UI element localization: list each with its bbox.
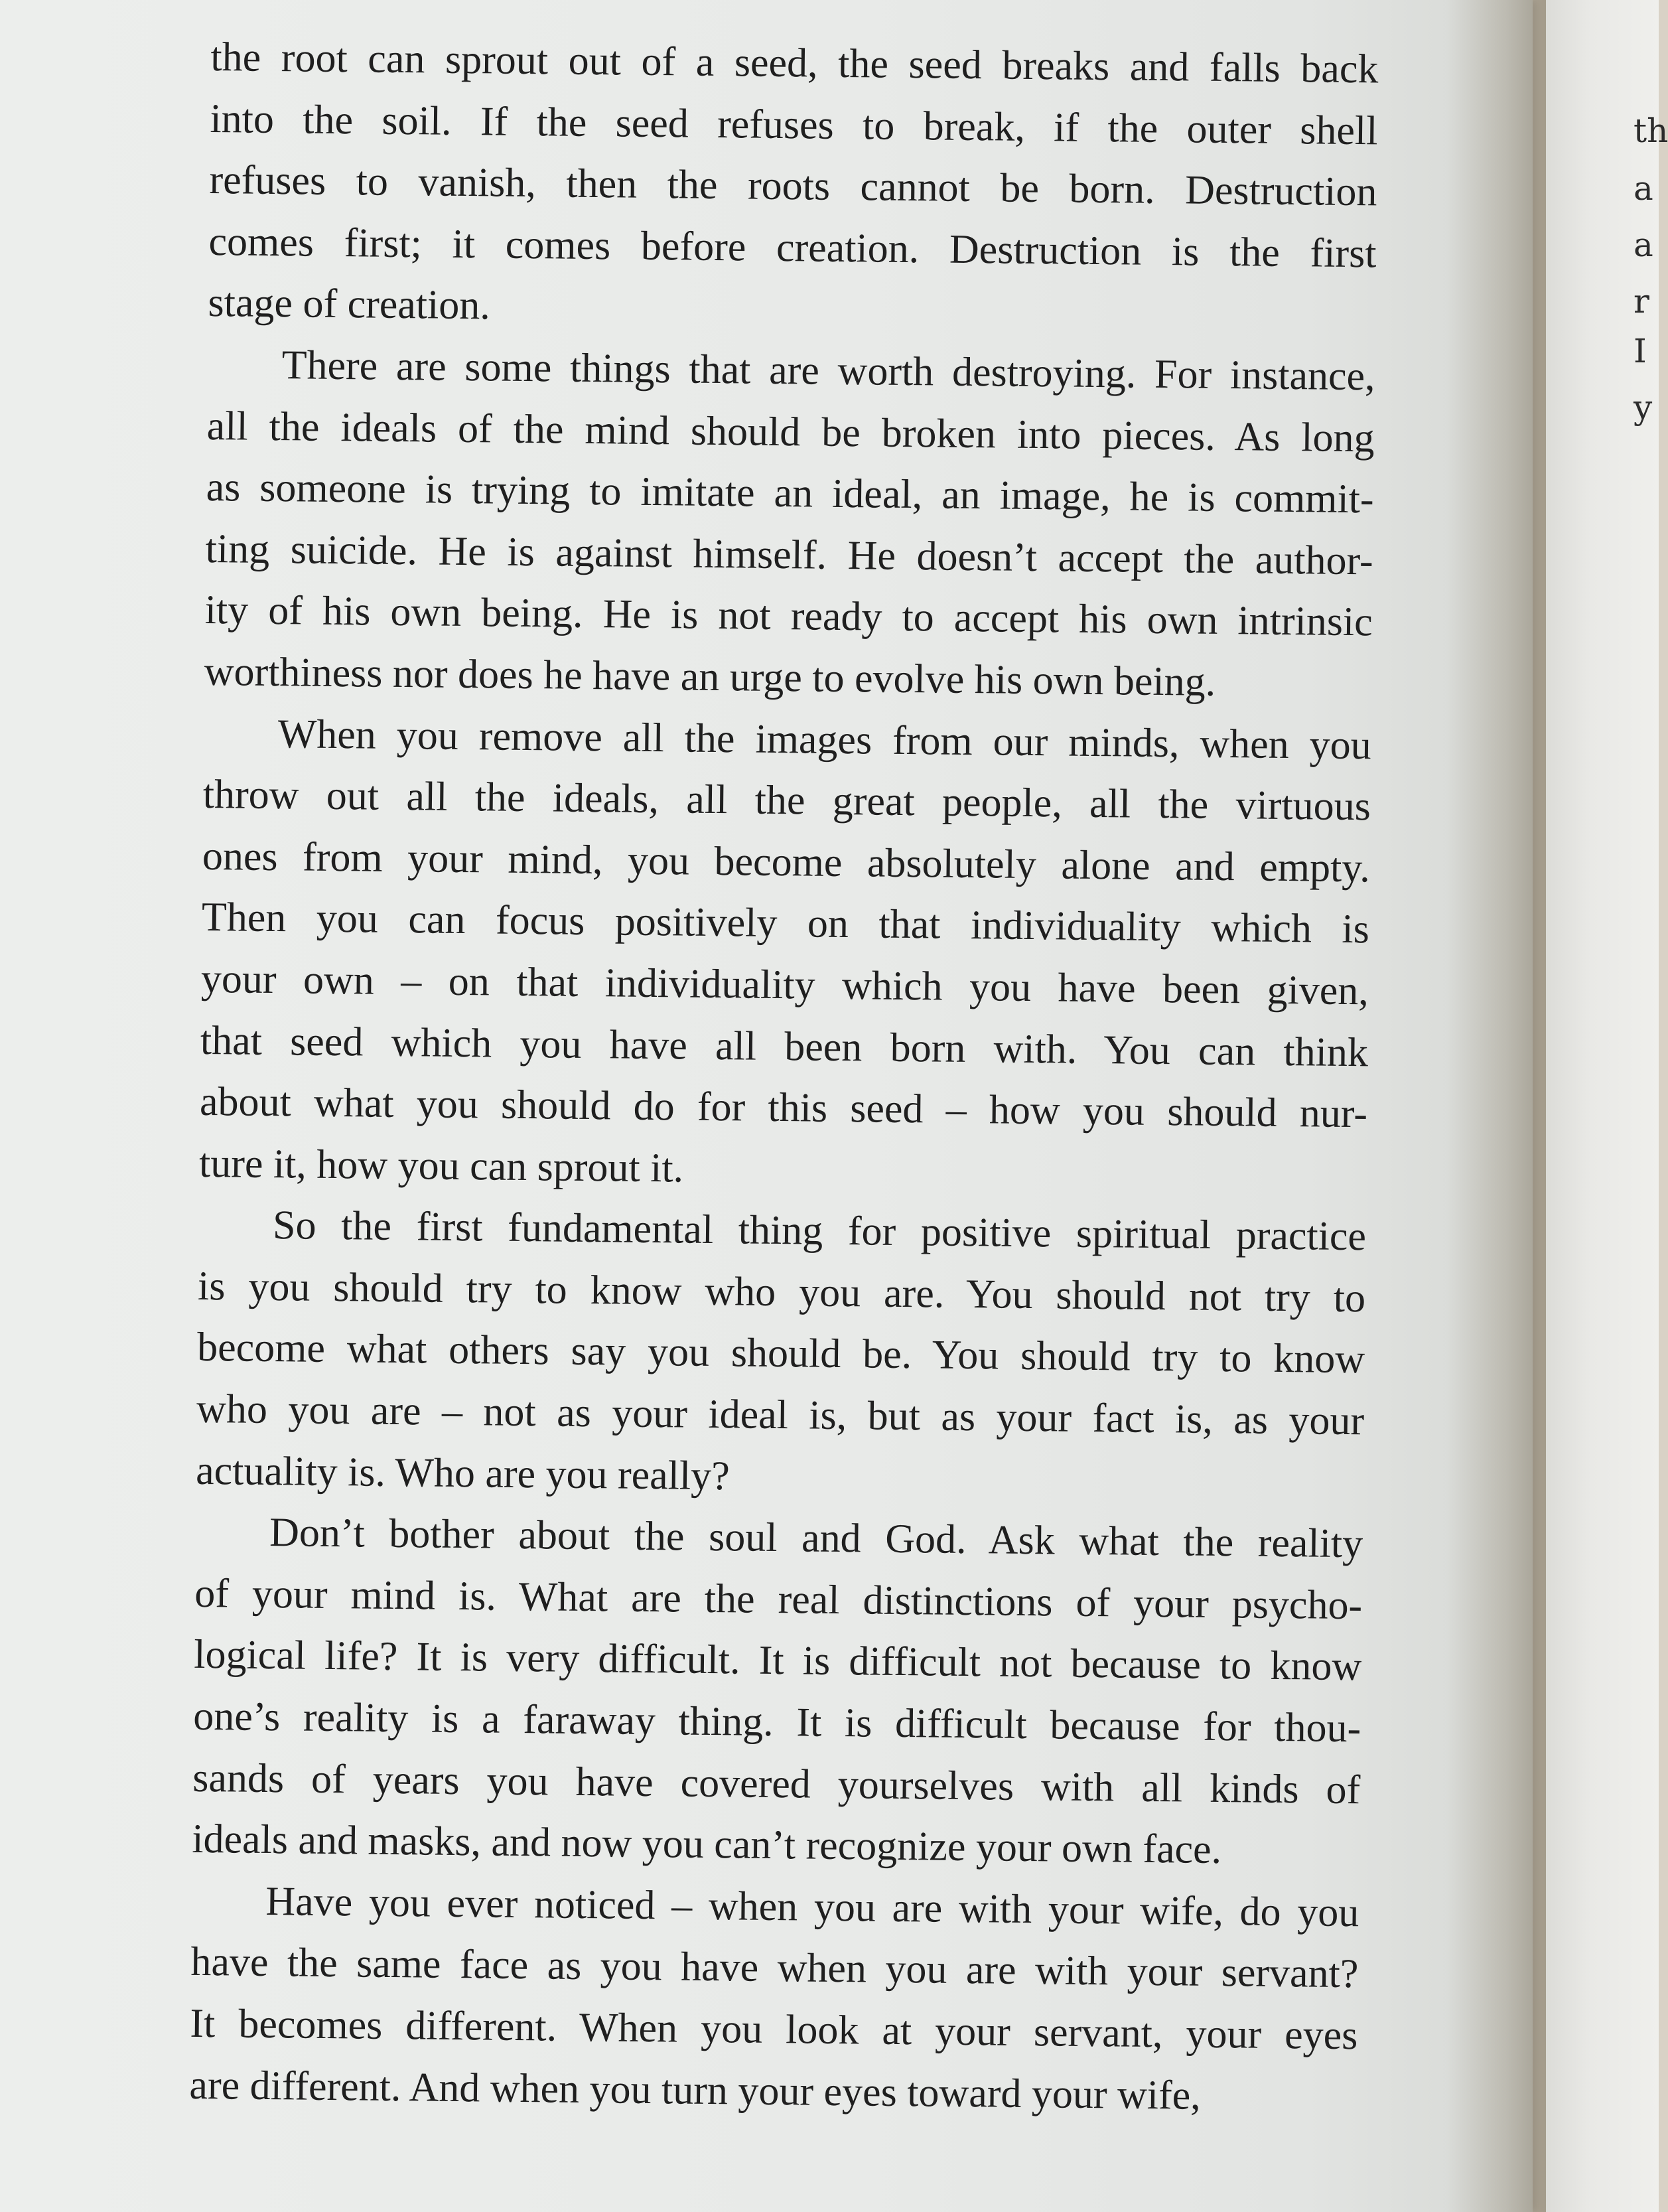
text-line: the root can sprout out of a seed, the seed breaks and falls back [210, 34, 1379, 92]
facing-page-fragment: a [1633, 169, 1653, 208]
text-line: ting suicide. He is against himself. He doesn’t accept the author- [205, 526, 1374, 584]
text-line: comes first; it comes before creation. Destruction is the first [208, 218, 1377, 277]
text-line: Then you can focus positively on that individuality which is [201, 895, 1370, 952]
text-line: throw out all the ideals, all the great people, all the virtuous [202, 772, 1371, 830]
facing-page-fragment: I [1633, 332, 1647, 370]
paragraph [199, 702, 1372, 1206]
text-line: stage of creation. [208, 280, 491, 329]
text-line: When you remove all the images from our minds, when you [277, 711, 1372, 768]
text-line: ity of his own being. He is not ready to accept his own intrinsic [204, 587, 1373, 645]
text-line: So the first fundamental thing for positive spiritual practice [272, 1203, 1367, 1260]
text-line: are different. And when you turn your eyes toward your wife, [189, 2062, 1202, 2118]
text-line: as someone is trying to imitate an ideal, an image, he is commit- [206, 465, 1374, 522]
paragraph [196, 1194, 1367, 1513]
text-line: logical life? It is very difficult. It is difficult not because to know [193, 1632, 1362, 1690]
text-line: ture it, how you can sprout it. [198, 1140, 684, 1191]
text-line: There are some things that are worth destroying. For instance, [281, 342, 1375, 400]
facing-page-fragment: r [1633, 282, 1649, 321]
text-line: become what others say you should be. You should try to know [196, 1325, 1365, 1382]
paragraph [192, 1501, 1363, 1882]
text-line: sands of years you have covered yourselves with all kinds of [192, 1755, 1361, 1812]
text-line: worthiness nor does he have an urge to evolve his own being. [204, 648, 1216, 705]
text-line: Don’t bother about the soul and God. Ask what the reality [269, 1510, 1363, 1567]
text-line: ones from your mind, you become absolutely alone and empty. [202, 833, 1371, 891]
text-line: actuality is. Who are you really? [195, 1447, 730, 1499]
text-line: Have you ever noticed – when you are with your wife, do you [265, 1878, 1359, 1936]
text-line: of your mind is. What are the real distinctions of your psycho- [194, 1570, 1363, 1629]
facing-page-fragment: a [1633, 226, 1653, 264]
text-line: ideals and masks, and now you can’t recognize your own face. [192, 1816, 1222, 1873]
body-text [189, 27, 1379, 2128]
paragraph [208, 27, 1379, 346]
text-line: who you are – not as your ideal is, but as your fact is, as your [196, 1386, 1365, 1444]
text-line: into the soil. If the seed refuses to break, if the outer shell [210, 96, 1378, 154]
facing-page-fragment: y [1633, 388, 1653, 427]
text-line: about what you should do for this seed – how you should nur- [199, 1079, 1368, 1137]
facing-page-fragment: th [1633, 111, 1668, 150]
text-line: all the ideals of the mind should be broken into pieces. As long [206, 403, 1375, 461]
text-line: is you should try to know who you are. You should not try to [197, 1263, 1366, 1321]
text-line: your own – on that individuality which you have been given, [200, 956, 1369, 1014]
text-line: have the same face as you have when you are with your servant? [190, 1939, 1359, 1997]
paragraph [204, 334, 1375, 715]
paragraph [189, 1870, 1359, 2128]
text-line: one’s reality is a faraway thing. It is difficult because for thou- [192, 1693, 1361, 1751]
page-edge-shadow [1446, 0, 1546, 2212]
text-line: refuses to vanish, then the roots cannot be born. Destruction [209, 157, 1377, 215]
text-line: It becomes different. When you look at your servant, your eyes [190, 2000, 1358, 2059]
text-line: that seed which you have all been born with. You can think [200, 1017, 1369, 1075]
